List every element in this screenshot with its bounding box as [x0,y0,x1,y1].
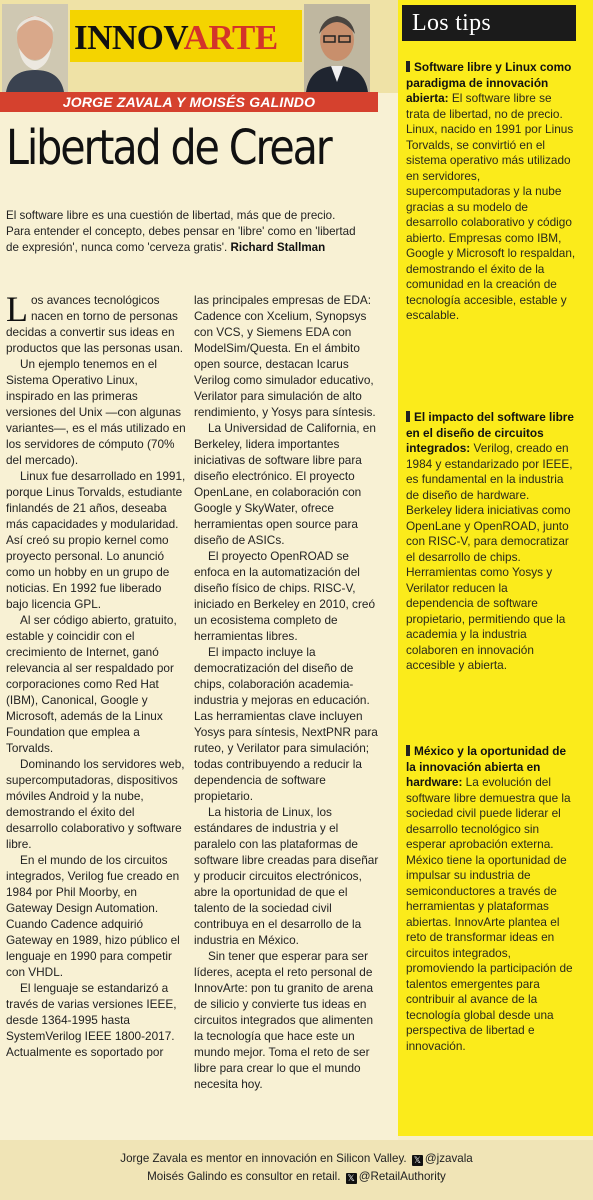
tip-item [406,60,576,324]
body-paragraph: El impacto incluye la democratización del diseño de chips, colaboración academia-industria y mejoras en educación. Las herramientas clave incluyen Yosys para síntesis, NextPNR para ruteo, y Verilator para simulación; todas contribuyendo a reducir la dependencia de software propietario. [194,645,378,803]
quote-author: Richard Stallman [230,241,326,254]
tip-item [406,410,576,674]
body-paragraph: Sin tener que esperar para ser líderes, acepta el reto personal de InnovArte: pon tu granito de arena de silicio y convierte tus ideas en circuitos integrados que alimenten la tecnología que hace este un mundo mejor. Toma el reto de ser libre para crear lo que el mundo necesita hoy. [194,949,374,1091]
tip-heading: México y la oportunidad de la innovación abierta en hardware: [406,744,567,789]
bio-line-2 [0,1170,593,1184]
tip-heading: El impacto del software libre en el diseño de circuitos integrados: [406,410,574,455]
brand-logo-dark: INNOV [74,18,184,57]
bio-line-1 [0,1152,593,1166]
body-paragraph: El proyecto OpenROAD se enfoca en la automatización del diseño físico de chips. RISC-V, iniciado en Berkeley en 2010, creó un ecosistema completo de herramientas libres. [194,549,376,643]
epigraph-quote [6,208,356,256]
brand-logo-red: ARTE [183,18,278,57]
article-headline: Libertad de Crear [6,120,331,176]
tip-body: Verilog, creado en 1984 y estandarizado por IEEE, es fundamental en la industria de diseño de hardware. Berkeley lidera iniciativas como OpenLane y OpenROAD, junto con RISC-V, para democratizar el desarrollo de chips. Herramientas como Yosys y Verilator reducen la dependencia de software propietario, permitiendo que la academia y la industria colaboren en innovación accesible y abierta. [406,441,573,672]
bio-text-2: Moisés Galindo es consultor en retail. [147,1170,341,1183]
body-paragraph: Al ser código abierto, gratuito, estable y coincidir con el crecimiento de Internet, ganó relevancia al ser respaldado por corporaciones como Red Hat (IBM), Canonical, Google y Microsoft, además de la Linux Foundation que emplea a Torvalds. [6,613,177,755]
social-handle-1[interactable]: @jzavala [424,1152,473,1165]
tip-item [406,744,576,1054]
portrait-left-image [2,4,68,92]
body-paragraph: Dominando los servidores web, supercomputadoras, dispositivos móviles Android y la nube, demostrando el éxito del desarrollo colaborativo y software libre. [6,757,185,851]
body-paragraph: En el mundo de los circuitos integrados, Verilog fue creado en 1984 por Phil Moorby, en Gateway Design Automation. Cuando Cadence adquirió Gateway en 1989, hizo público el lenguaje en 1990 para competir con VHDL. [6,853,180,979]
quote-text: El software libre es una cuestión de libertad, más que de precio. Para entender el concepto, debes pensar en 'libre' como en 'libertad de expresión', nunca como 'cerveza gratis'. [6,209,356,254]
body-paragraph: Un ejemplo tenemos en el Sistema Operativo Linux, inspirado en las primeras versiones del Unix —con algunas variantes—, es el más utilizado en los servidores de cómputo (70% del mercado). [6,357,186,467]
body-paragraph: El lenguaje se estandarizó a través de varias versiones IEEE, desde 1364-1995 hasta SystemVerilog IEEE 1800-2017. Actualmente es soportado por [6,981,177,1059]
drop-cap: L [6,289,28,329]
column-header [0,0,398,93]
x-social-icon: 𝕏 [347,1173,355,1183]
tips-title: Los tips [402,5,576,41]
brand-banner [70,10,302,62]
body-paragraph: las principales empresas de EDA: Cadence con Xcelium, Synopsys con VCS, y Siemens EDA con ModelSim/Questa. En el ámbito open source, destacan Icarus Verilog como simulador educativo, Verilator para simulación de alto rendimiento, y Yosys para síntesis. [194,293,376,419]
bio-text-1: Jorge Zavala es mentor en innovación en Silicon Valley. [120,1152,407,1165]
body-paragraph-text: os avances tecnológicos nacen en torno de personas decidas a convertir sus ideas en productos que las personas usan. [6,293,184,355]
tip-bullet-icon [406,61,410,72]
tip-body: El software libre se trata de libertad, no de precio. Linux, nacido en 1991 por Linus Torvalds, se convirtió en el sistema operativo más utilizado en servidores, supercomputadoras y la nube gracias a su modelo de desarrollo colaborativo y código abierto. Empresas como IBM, Google y Microsoft lo respaldan, demostrando el éxito de la comunidad en la creación de tecnología accesible, estable y escalable. [406,91,576,322]
body-paragraph: La Universidad de California, en Berkeley, lidera importantes iniciativas de software libre para diseño electrónico. El proyecto OpenLane, en colaboración con Google y SkyWater, ofrece herramientas open source para diseño de ASICs. [194,421,376,547]
tips-sidebar [398,0,593,1136]
social-handle-2[interactable]: @RetailAuthority [358,1170,446,1183]
body-paragraph [6,289,186,356]
body-paragraph: La historia de Linux, los estándares de industria y el paralelo con las plataformas de software libre creadas para diseñar y producir circuitos electrónicos, abre la oportunidad de que el talento de la sociedad civil contribuya en el desarrollo de la industria en México. [194,805,379,947]
body-column-2 [194,292,380,1092]
body-paragraph: Linux fue desarrollado en 1991, porque Linus Torvalds, estudiante finlandés de 21 años, deseaba más capacidades y modularidad. Así creó su propio kernel como proyecto personal. Lo anunció como un hobby en un grupo de noticias. En 1992 fue liberado bajo licencia GPL. [6,469,186,611]
portrait-right-image [304,4,370,92]
tip-bullet-icon [406,411,410,422]
tip-bullet-icon [406,745,410,756]
author-bio-footer [0,1140,593,1200]
x-social-icon: 𝕏 [413,1155,421,1165]
authors-bar: JORGE ZAVALA Y MOISÉS GALINDO [0,92,378,112]
tip-body: La evolución del software libre demuestra que la sociedad civil puede liderar el desarrollo tecnológico sin esperar aprobación externa. México tiene la oportunidad de impulsar su industria de semiconductores a través de herramientas y plataformas abiertas. InnovArte plantea el reto de transformar ideas en circuitos integrados, promoviendo la participación de talentos emergentes para contribuir al avance de la tecnología global desde una perspectiva de libertad e innovación. [406,775,573,1053]
author-photo-right [304,4,370,92]
brand-logo [74,18,278,58]
author-photo-left [2,4,68,92]
body-column-1 [6,289,186,1060]
tip-heading: Software libre y Linux como paradigma de innovación abierta: [406,60,572,105]
